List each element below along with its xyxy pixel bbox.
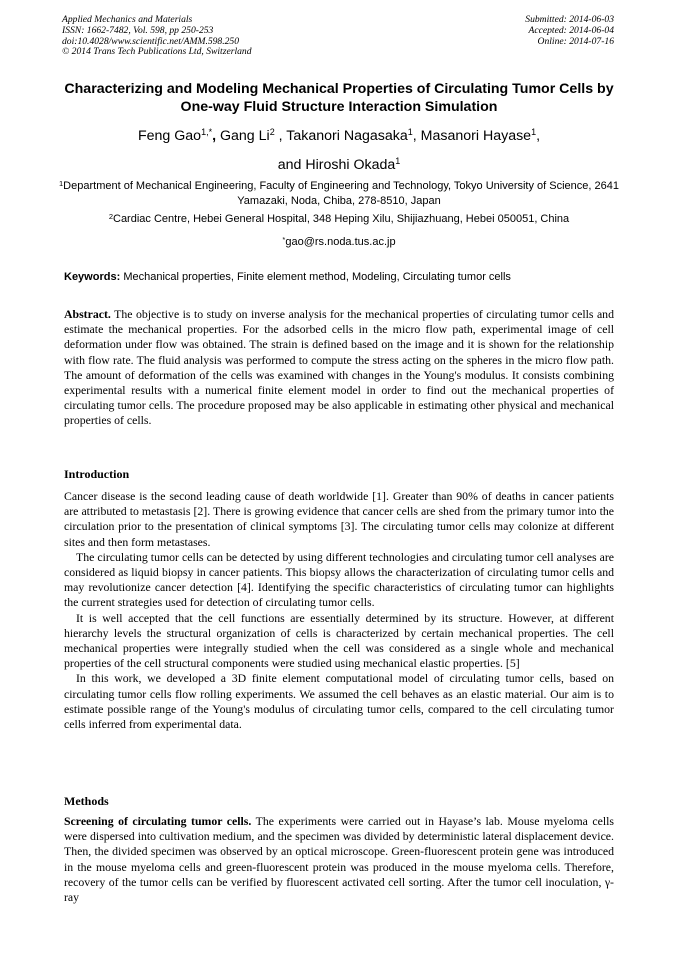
introduction-body	[64, 489, 614, 732]
email-address[interactable]: gao@rs.noda.tus.ac.jp	[285, 236, 396, 248]
abstract	[64, 307, 614, 429]
author-mark: 2	[269, 127, 275, 137]
date-accepted: Accepted: 2014-06-04	[528, 24, 614, 36]
author-separator: ,	[412, 128, 417, 144]
author-mark: 1	[395, 156, 401, 166]
journal-doi[interactable]: doi:10.4028/www.scientific.net/AMM.598.250	[62, 35, 240, 47]
intro-paragraph: The circulating tumor cells can be detected by using different technologies and circulating tumor cell analyses are considered as liquid biopsy in cancer patients. This biopsy allows the characterization of circulating tumor cells and may revolutionize cancer detection [4]. Identifying the specific characteristics of circulating tumor can highlights the current strategies used for detection of circulating tumor cells.	[64, 549, 614, 610]
author-name: Masanori Hayase	[420, 128, 532, 144]
corresponding-email	[56, 235, 622, 249]
author-name: Gang Li	[219, 128, 270, 144]
journal-copyright: © 2014 Trans Tech Publications Ltd, Switzerland	[62, 46, 252, 58]
affiliation-mark: 2	[108, 212, 113, 221]
intro-paragraph: Cancer disease is the second leading cause of death worldwide [1]. Greater than 90% of deaths in cancer patients are attributed to metastasis [2]. There is growing evidence that cancer cells are shed from the primary tumor into the circulation prior to the presentation of clinical symptoms [3]. The circulating tumor cells may colonize at different sites and then form metastases.	[64, 489, 614, 549]
intro-paragraph: In this work, we developed a 3D finite element computational model of circulating tumor cells, based on circulating tumor cells flow rolling experiments. We assumed the cell behaves as an elastic material. Our aim is to estimate possible range of the Young's modulus of circulating tumor cells, compared to the cell circulating tumor cells inferred from experimental data.	[64, 671, 614, 732]
email-mark: *	[282, 235, 286, 244]
methods-text: The experiments were carried out in Hayase’s lab. Mouse myeloma cells were dispersed into cultivation medium, and the specimen was divided by deterministic lateral displacement device. Then, the divided specimen was observed by an optical microscope. Green-fluorescent protein gene was introduced in the mouse myeloma cells and green-fluorescent protein was produced in the mouse myeloma cells. Therefore, recovery of the tumor cells can be verified by fluorescent activated cell sorting. After the tumor cell inoculation, γ-ray	[64, 814, 614, 905]
author-separator: ,	[212, 128, 217, 144]
journal-name: Applied Mechanics and Materials	[62, 14, 193, 25]
author-name: and Hiroshi Okada	[277, 157, 396, 173]
author-mark: 1	[407, 127, 413, 137]
methods-lead: Screening of circulating tumor cells.	[64, 814, 252, 828]
intro-paragraph: It is well accepted that the cell functions are essentially determined by its structure. However, at different hierarchy levels the structural organization of cells is characterized by certain mechanical properties. The cell mechanical properties were integrally studied when the cell was considered as a single whole and mechanical properties of the cell structural components were studied using mechanical elastic properties. [5]	[64, 610, 614, 671]
keywords-text: Mechanical properties, Finite element method, Modeling, Circulating tumor cells	[123, 271, 511, 283]
affiliation-text: Cardiac Centre, Hebei General Hospital, 348 Heping Xilu, Shijiazhuang, Hebei 050051, China	[113, 213, 570, 225]
author-name: Feng Gao	[137, 128, 202, 144]
paper-title: Characterizing and Modeling Mechanical Properties of Circulating Tumor Cells by One-way Fluid Structure Interaction Simulation	[64, 81, 614, 115]
methods-heading: Methods	[64, 794, 109, 808]
author-separator: ,	[278, 128, 283, 144]
keywords-label: Keywords:	[64, 271, 121, 283]
abstract-label: Abstract.	[64, 307, 111, 321]
affiliation-mark: 1	[59, 179, 64, 188]
affiliation-2	[56, 212, 622, 227]
date-header	[525, 15, 614, 47]
author-separator: ,	[536, 128, 541, 144]
affiliation-text: Department of Mechanical Engineering, Faculty of Engineering and Technology, Tokyo University of Science, 2641 Yamazaki, Noda, Chiba, 278-8510, Japan	[63, 180, 619, 207]
journal-header	[62, 15, 252, 58]
author-name: Takanori Nagasaka	[286, 128, 408, 144]
introduction-heading: Introduction	[64, 467, 130, 481]
author-list	[50, 124, 628, 177]
author-mark: 1,*	[201, 127, 213, 137]
journal-issn: ISSN: 1662-7482, Vol. 598, pp 250-253	[62, 24, 214, 36]
keywords	[64, 270, 620, 284]
date-online: Online: 2014-07-16	[537, 35, 614, 47]
author-mark: 1	[531, 127, 537, 137]
affiliation-1	[56, 179, 622, 208]
abstract-text: The objective is to study on inverse analysis for the mechanical properties of circulating tumor cells and estimate the mechanical properties. For the adsorbed cells in the micro flow path, experimental image of cell deformation under flow was obtained. The strain is defined based on the image and it is shown for the relationship with flow rate. The fluid analysis was performed to compute the stress acting on the spheres in the micro flow path. The amount of deformation of the cells was examined with changes in the Young's modulus. It consists combining experimental results with a numerical finite element model in order to find out the mechanical properties of circulating tumor cells. The procedure proposed may be also applicable in estimating other physical and mechanical properties of cells.	[64, 307, 614, 428]
methods-body	[64, 814, 614, 905]
date-submitted: Submitted: 2014-06-03	[525, 14, 614, 25]
